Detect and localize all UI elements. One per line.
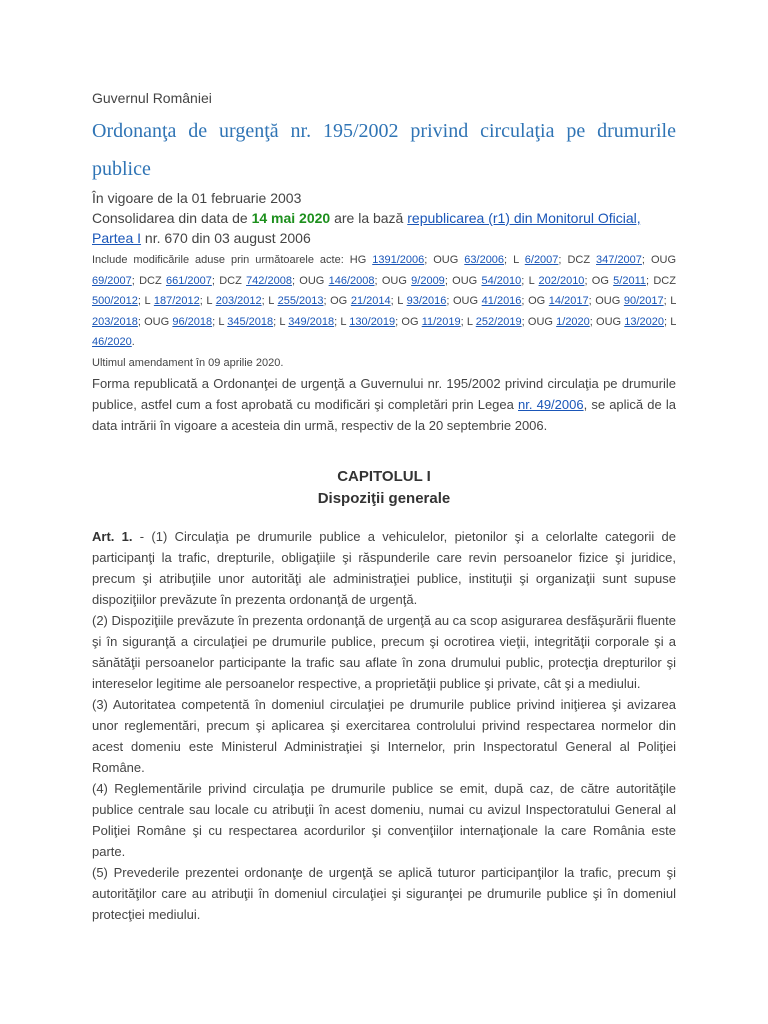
chapter-heading <box>92 466 676 510</box>
act-type: DCZ <box>219 274 247 287</box>
act-separator: . <box>131 336 135 348</box>
act-link[interactable]: 345/2018 <box>227 315 274 328</box>
law-49-2006-link[interactable]: nr. 49/2006 <box>518 396 584 412</box>
act-type: L <box>397 295 407 307</box>
article-heading: Art. 1. <box>92 528 133 544</box>
act-type: DCZ <box>653 274 676 287</box>
act-separator: ; <box>374 274 382 287</box>
act-link[interactable]: 63/2006 <box>464 254 505 266</box>
act-link[interactable]: 146/2008 <box>328 274 375 287</box>
act-type: L <box>466 315 476 328</box>
act-type: L <box>268 295 278 307</box>
act-link[interactable]: 252/2019 <box>475 315 522 328</box>
modifications-intro: Include modificările aduse prin următoarele acte: <box>92 254 350 266</box>
chapter-number: CAPITOLUL I <box>337 467 431 485</box>
act-separator: ; <box>273 315 280 328</box>
act-type: OUG <box>650 254 677 266</box>
republication-note <box>92 373 676 436</box>
consolidation-date: 14 mai 2020 <box>251 210 331 226</box>
act-type: HG <box>349 254 373 266</box>
act-separator: ; <box>446 295 453 307</box>
act-separator: ; <box>558 254 568 266</box>
act-type: OUG <box>596 315 625 328</box>
act-link[interactable]: 54/2010 <box>481 274 522 287</box>
act-separator: ; <box>504 254 514 266</box>
act-link[interactable]: 661/2007 <box>165 274 212 287</box>
act-separator: ; <box>645 274 654 287</box>
republication-text: Forma republicată a Ordonanţei de urgenţă a Guvernului nr. 195/2002 privind circulaţia pe drumurile publice, astfel cum a fost aprobată cu modificări şi completări prin Legea <box>92 375 676 412</box>
consolidation-prefix: Consolidarea din data de <box>92 210 248 226</box>
article-paragraph-5: (5) Prevederile prezentei ordonanţe de urgenţă se aplică tuturor participanţilor la trafic, precum şi autorităţilor care au atribuţii în domeniul circulaţiei şi siguranţei pe drumurile publice şi în domeniul protecţiei mediului. <box>92 864 676 922</box>
paragraph-text: - (1) Circulaţia pe drumurile publice a vehiculelor, pietonilor şi a celorlalte categorii de participanţi la trafic, drepturile, obligaţiile şi răspunderile care revin persoanelor fizice şi juridice, precum şi atribuţiile unor autorităţi ale administraţiei publice, instituţii şi organizaţii sunt supuse dispoziţiilor prevăzute în prezenta ordonanţă de urgenţă. <box>92 528 676 607</box>
act-separator: ; <box>444 274 453 287</box>
act-type: OG <box>591 274 614 287</box>
document-title: Ordonanţa de urgenţă nr. 195/2002 privind circulaţia pe drumurile publice <box>92 120 676 180</box>
act-type: L <box>670 295 677 307</box>
act-type: L <box>513 254 525 266</box>
act-separator: ; <box>460 315 467 328</box>
act-separator: ; <box>424 254 434 266</box>
act-link[interactable]: 41/2016 <box>481 295 522 307</box>
act-type: OUG <box>299 274 329 287</box>
act-separator: ; <box>137 295 145 307</box>
act-separator: ; <box>588 295 596 307</box>
act-separator: ; <box>589 315 597 328</box>
act-type: OUG <box>381 274 412 287</box>
act-link[interactable]: 187/2012 <box>153 295 200 307</box>
act-separator: ; <box>131 274 140 287</box>
act-link[interactable]: 5/2011 <box>613 274 646 287</box>
in-force-date: În vigoare de la 01 februarie 2003 <box>92 190 302 206</box>
act-type: L <box>340 315 350 328</box>
act-separator: ; <box>137 315 145 328</box>
act-separator: ; <box>334 315 341 328</box>
act-link[interactable]: 203/2018 <box>92 315 138 328</box>
act-type: L <box>279 315 289 328</box>
act-separator: ; <box>521 274 529 287</box>
act-link[interactable]: 6/2007 <box>524 254 559 266</box>
article-1 <box>92 526 676 925</box>
issuer-label: Guvernul României <box>92 90 212 106</box>
act-link[interactable]: 14/2017 <box>548 295 589 307</box>
consolidation-mid: are la bază <box>334 210 404 226</box>
act-type: OG <box>528 295 549 307</box>
act-link[interactable]: 69/2007 <box>92 274 132 287</box>
article-paragraph-2: (2) Dispoziţiile prevăzute în prezenta ordonanţă de urgenţă au ca scop asigurarea desfăşurării fluente şi în siguranţă a circulaţiei pe drumurile publice, precum şi ocrotirea vieţii, integrităţii corporale şi a sănătăţii persoanelor participante la trafic sau aflate în zona drumului public, protecţia drepturilor şi intereselor legitime ale persoanelor respective, a proprietăţii publice şi private, cât şi a mediului. <box>92 612 676 691</box>
act-separator: ; <box>323 295 331 307</box>
act-type: L <box>218 315 228 328</box>
act-link[interactable]: 1391/2006 <box>372 254 425 266</box>
act-link[interactable]: 349/2018 <box>288 315 335 328</box>
act-link[interactable]: 130/2019 <box>349 315 396 328</box>
act-link[interactable]: 500/2012 <box>92 295 138 307</box>
act-link[interactable]: 1/2020 <box>556 315 590 328</box>
republication-text-end: , se aplică de la data intrării în vigoare a acesteia din urmă, respectiv de la 20 septembrie 2006. <box>92 396 676 433</box>
consolidation-suffix: nr. 670 din 03 august 2006 <box>144 230 311 246</box>
act-separator: ; <box>199 295 207 307</box>
act-link[interactable]: 742/2008 <box>246 274 292 287</box>
act-link[interactable]: 96/2018 <box>172 315 213 328</box>
act-separator: ; <box>212 315 219 328</box>
act-separator: ; <box>291 274 300 287</box>
act-type: OG <box>330 295 351 307</box>
act-type: OUG <box>144 315 173 328</box>
act-separator: ; <box>521 315 528 328</box>
consolidation-info <box>92 208 676 248</box>
act-type: L <box>670 315 676 328</box>
act-separator: ; <box>663 295 671 307</box>
act-separator: ; <box>521 295 529 307</box>
act-type: OUG <box>527 315 557 328</box>
act-link[interactable]: 347/2007 <box>596 254 642 266</box>
act-separator: ; <box>261 295 269 307</box>
act-separator: ; <box>664 315 671 328</box>
act-link[interactable]: 46/2020 <box>92 336 132 348</box>
act-link[interactable]: 9/2009 <box>411 274 445 287</box>
act-type: L <box>206 295 216 307</box>
chapter-name: Dispoziţii generale <box>317 489 451 507</box>
act-type: OUG <box>433 254 465 266</box>
act-type: L <box>528 274 539 287</box>
act-type: OUG <box>453 295 482 307</box>
act-type: L <box>144 295 154 307</box>
article-paragraph-1 <box>92 526 676 610</box>
act-separator: ; <box>395 315 402 328</box>
modifications-list <box>92 250 676 353</box>
act-separator: ; <box>211 274 220 287</box>
act-type: DCZ <box>567 254 597 266</box>
act-link[interactable]: 202/2010 <box>538 274 585 287</box>
act-type: OUG <box>595 295 624 307</box>
act-link[interactable]: 21/2014 <box>350 295 391 307</box>
act-link[interactable]: 255/2013 <box>277 295 324 307</box>
article-paragraph-3: (3) Autoritatea competentă în domeniul circulaţiei pe drumurile publice privind iniţierea şi avizarea unor reglementări, precum şi aplicarea şi exercitarea controlului privind respectarea normelor din acest domeniu este Ministerul Administraţiei şi Internelor, prin Inspectoratul General al Poliţiei Române. <box>92 696 676 775</box>
act-link[interactable]: 11/2019 <box>421 315 461 328</box>
act-type: OUG <box>452 274 482 287</box>
act-link[interactable]: 93/2016 <box>406 295 447 307</box>
act-type: DCZ <box>139 274 166 287</box>
last-amendment: Ultimul amendament în 09 aprilie 2020. <box>92 356 284 369</box>
act-link[interactable]: 13/2020 <box>624 315 665 328</box>
act-separator: ; <box>641 254 651 266</box>
act-type: OG <box>401 315 422 328</box>
article-paragraph-4: (4) Reglementările privind circulaţia pe drumurile publice se emit, după caz, de către autorităţile publice centrale sau locale cu atribuţii în acest domeniu, numai cu avizul Inspectoratului General al Poliţiei Române şi cu respectarea acordurilor şi convenţiilor internaţionale la care România este parte. <box>92 780 676 859</box>
act-link[interactable]: 90/2017 <box>623 295 664 307</box>
republication-link[interactable]: republicarea (r1) din Monitorul Oficial, Partea I <box>92 210 641 246</box>
act-link[interactable]: 203/2012 <box>215 295 262 307</box>
act-separator: ; <box>390 295 398 307</box>
act-separator: ; <box>584 274 592 287</box>
